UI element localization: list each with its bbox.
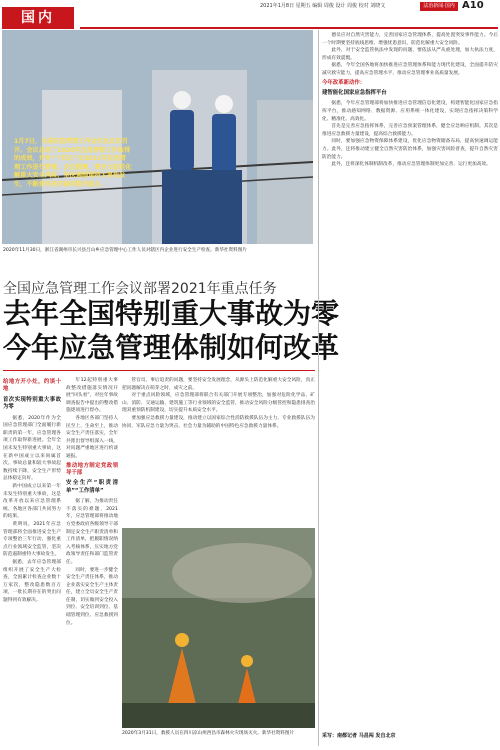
headline-rule [3,370,315,371]
paragraph: 新中国成立以来第一年未发生特别重大事故，这是改革开放以来应急管理系统、各地区各部门共同努力的结果。 [3,483,61,520]
paragraph: 黄明说，2021年应急管理部将全面推进安全生产专项整治三年行动，强化重点行业领域安全监管，坚决防范遏制重特大事故发生。 [3,521,61,558]
top-photo [2,30,313,244]
column-divider [318,30,319,746]
bylines: 采写：南都记者 马昌闯 发自北京 [322,733,396,739]
bottom-photo-illustration [122,528,315,728]
header-rule [80,27,498,29]
paragraph: 据悉，去年应急管理部组织开展了安全生产大检查，全国累计检查企业数十万家次，整改隐患数百万项，一批长期存在的突出问题得到有效解决。 [3,559,61,603]
paragraph: 同时，要加强应急物资保障体系建设，优化应急物资储备布局，提高快速调运能力。此外，还将推动建立健全自然灾害防治体系，加强灾害风险普查，提升自然灾害防治能力。 [322,139,498,160]
paragraph: 管官员、事后追责的问题，要坚持安全发展理念，从源头上防范化解重大安全风险，真正把问题解决在萌芽之时、成灾之前。 [122,378,315,391]
col1-subhead-2: 首次实现特别重大事故为零 [3,396,61,411]
headline-line-2: 今年应急管理体制如何改革 [3,331,340,364]
page-number: A10 [462,0,484,11]
col4-subhead-2: 建智能化国家应急指挥平台 [322,89,387,96]
top-photo-caption: 2020年11月30日，浙江省湖州市长兴县吕山乡应急管理中心工作人员对辖区内企业进行安全生产检查。新华社资料图片 [3,248,247,253]
kicker: 全国应急管理工作会议部署2021年重点任务 [3,281,277,297]
headline-line-1: 去年全国特别重大事故为零 [3,297,340,330]
column-1 [3,377,61,747]
paragraph: 据了解，为推动责任不落实的难题，2021年，应急管理部将推动地方党委政府各级领导干部制定安全生产职责清单和工作清单，把履职情况纳入考核体系，压实地方党政领导责任和部门监管责任。 [66,499,118,565]
paragraph: 年12起特别重大事故整改措施落实情况开展“回头看”，对往年事故调查报告中提出的整改措施逐项进行督办。 [66,378,118,414]
section-tag: 国内 [2,7,74,29]
col2-subhead-2: 安全生产“职责清单”“工作清单” [66,480,118,494]
column-4 [322,32,498,722]
paragraph: 同时，要进一步健全安全生产责任体系，推动企业落实安全生产主体责任，建立全员安全生产责任制，切实做到安全投入到位、安全培训到位、基础管理到位、应急救援到位。 [66,567,118,626]
paragraph: 各地区各部门坚持人民至上、生命至上，推动安全生产责任落实，全年共派出督导组深入一线，对问题严重地区进行约谈通报。 [66,415,118,459]
edition-badge: 法治新闻·国内 [420,2,458,11]
column-3 [122,377,315,523]
headline [3,297,339,365]
paragraph: 据悉，2020年作为全国应急管理部门全面履行新职责的第一年，应急管理各项工作取得新进展。全年全国未发生特别重大事故，这在新中国成立以来尚属首次。事故总量和较大事故起数持续下降，安全生产形势总体稳定向好。 [3,415,61,482]
column-2 [66,377,118,747]
col1-subhead-1: 给地方开小灶，约谈十地 [3,379,61,393]
top-photo-illustration [2,30,313,244]
paragraph: 此外，对于安全监管执法中发现的问题，要依法从严从重处理，加大执法力度，形成有效震慑。 [322,48,498,61]
top-photo-overlay-text: 1月7日，全国应急管理工作会议在北京召开。会议总结了2020年应急管理工作取得的成效，并对“十四五”及2021年应急管理工作进行部署。会议强调，要全力防范化解重大安全风险，坚决遏制重特大事故发生，不断提升防灾减灾救灾能力。 [14,138,132,188]
col4-subhead-1: 今年改革新动作： [322,79,366,86]
paragraph: 首先是完善应急指挥体系，完善应急预案管理体系，健全应急响应机制。其次是推进应急救援力量建设，提高综合救援能力。 [322,124,498,137]
bottom-photo [122,528,315,728]
date-line: 2021年1月8日 星期五 编辑 周俊 设计 周俊 校对 刘晓文 [260,3,386,9]
paragraph: 据悉，今年全国各地将加快推进应急管理体系和能力现代化建设，全面提升防灾减灾救灾能力，提高应急管理水平，推动应急管理事业高质量发展。 [322,63,498,76]
col2-subhead-1: 推动地方制定党政领导干部 [66,462,118,476]
paragraph: 对于重点风险领域，应急管理部将联合有关部门开展专项整治，加强对危险化学品、矿山、消防、交通运输、建筑施工等行业领域的安全监管，推动安全风险分级管控和隐患排查治理双重预防机制建设，切实提升本质安全水平。 [122,393,315,414]
bottom-photo-caption: 2020年3月31日，救援人员在四川凉山州西昌市森林火灾现场灭火。新华社资料图片 [122,731,295,736]
paragraph: 德员应对自然灾害能力，完善国家应急管理体系，提高处置突发事件能力。今后一个时期要坚持底线思维、增强忧患意识，防范化解重大安全风险。 [322,33,498,46]
paragraph: 此外，还将深化体制机制改革，推动应急管理体制更加完善、运行更加高效。 [331,162,491,168]
paragraph: 据悉，今年应急管理部将加快推进应急管理信息化建设，构建智能化国家应急指挥平台，推动感知网络、数据资源、应用系统一体化建设，实现应急指挥决策科学化、精准化、高效化。 [322,101,498,122]
paragraph: 要加强应急救援力量建设，推动建立以国家综合性消防救援队伍为主力、专业救援队伍为协同、军队应急力量为突击、社会力量为辅助的中国特色应急救援力量体系。 [122,415,315,429]
